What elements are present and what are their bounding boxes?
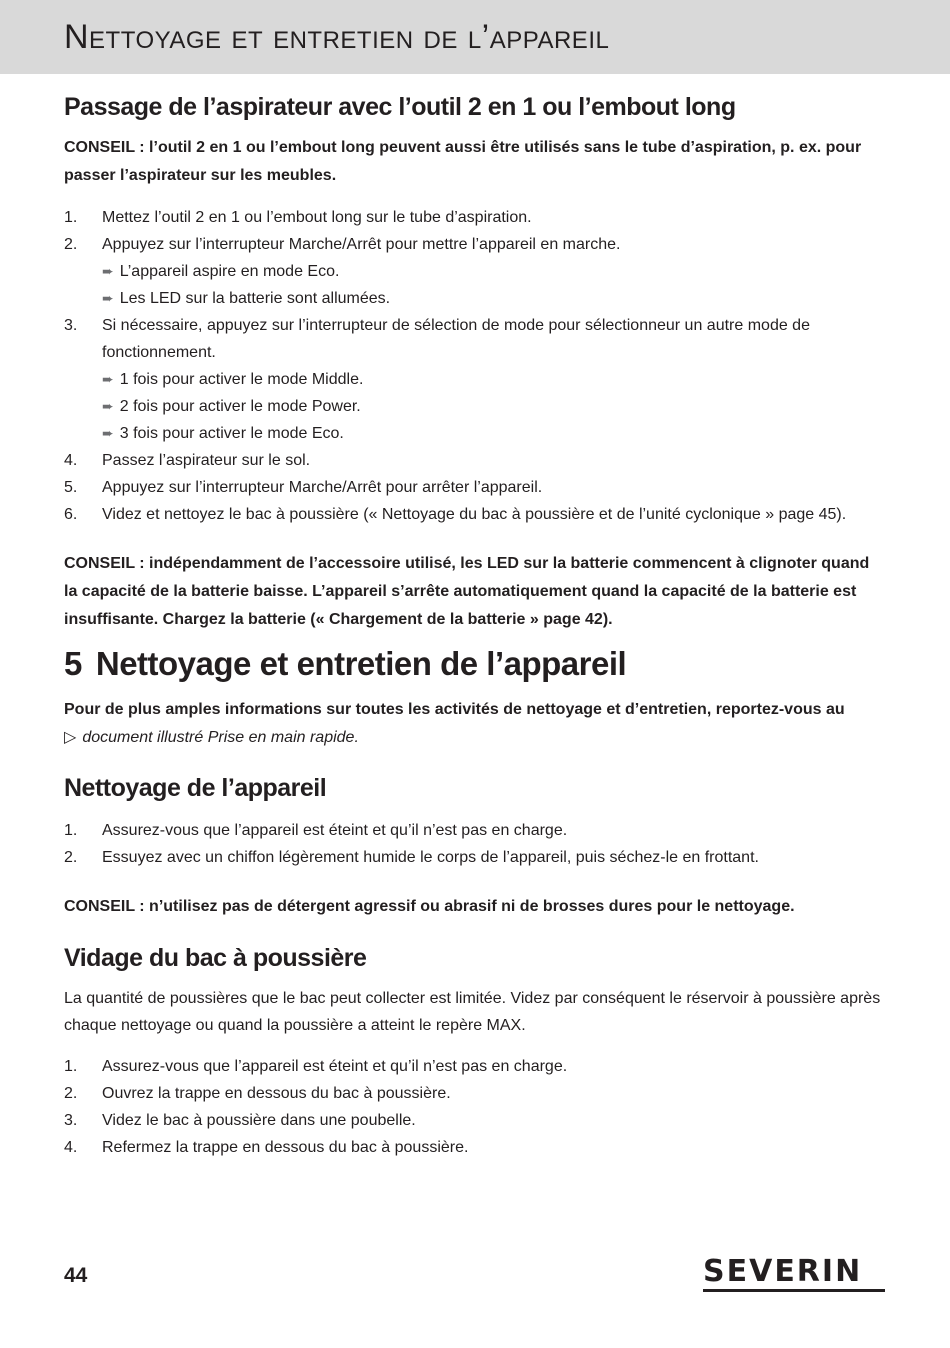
result-text: 1 fois pour activer le mode Middle. (119, 371, 364, 388)
steps-list-dust-bin (64, 1053, 884, 1161)
step-number: 3. (64, 317, 78, 334)
step-number: 5. (64, 479, 78, 496)
section-title-cleaning: Nettoyage de l’appareil (64, 773, 327, 802)
step-number: 3. (64, 1111, 78, 1129)
step-number: 1. (64, 1057, 78, 1075)
tip-no-detergent: CONSEIL : n’utilisez pas de détergent agressif ou abrasif ni de brosses dures pour le nettoyage. (64, 897, 795, 915)
page-content (64, 92, 884, 1161)
list-item (64, 474, 884, 501)
reference-arrow-icon: ▷ (64, 728, 77, 746)
step-text: Appuyez sur l’interrupteur Marche/Arrêt pour mettre l’appareil en marche. (102, 236, 621, 253)
step-text: Si nécessaire, appuyez sur l’interrupteur de sélection de mode pour sélectionneur un autre mode de fonctionnement. (102, 317, 810, 361)
step-number: 1. (64, 209, 78, 226)
quick-start-reference (64, 724, 884, 751)
dust-bin-intro: La quantité de poussières que le bac peut collecter est limitée. Videz par conséquent le réservoir à poussière après chaque nettoyage ou quand la poussière a atteint le repère MAX. (64, 989, 881, 1034)
section-title-dust-bin: Vidage du bac à poussière (64, 943, 367, 972)
step-text: Videz et nettoyez le bac à poussière (« Nettoyage du bac à poussière et de l’unité cyclonique » page 45). (102, 506, 847, 523)
result-arrow-icon: ➨ (102, 290, 114, 306)
chapter-number: 5 (64, 645, 82, 682)
step-text: Essuyez avec un chiffon légèrement humide le corps de l’appareil, puis séchez-le en frottant. (102, 848, 759, 866)
page-number: 44 (64, 1264, 88, 1287)
list-item (64, 844, 884, 871)
result-item (102, 366, 884, 393)
step-number: 4. (64, 452, 78, 469)
step-text: Videz le bac à poussière dans une poubelle. (102, 1111, 416, 1129)
result-arrow-icon: ➨ (102, 425, 114, 441)
result-text: L’appareil aspire en mode Eco. (119, 263, 340, 280)
result-item (102, 393, 884, 420)
steps-list-vacuum (64, 204, 884, 528)
result-arrow-icon: ➨ (102, 263, 114, 279)
running-header-title: Nettoyage et entretien de l’appareil (64, 18, 610, 56)
result-item (102, 258, 884, 285)
list-item (64, 204, 884, 231)
step-text: Appuyez sur l’interrupteur Marche/Arrêt pour arrêter l’appareil. (102, 479, 543, 496)
list-item (64, 817, 884, 844)
chapter-title (64, 644, 884, 684)
step-text: Passez l’aspirateur sur le sol. (102, 452, 311, 469)
result-arrow-icon: ➨ (102, 371, 114, 387)
list-item (64, 312, 884, 447)
list-item (64, 447, 884, 474)
result-list (102, 366, 884, 447)
step-text: Assurez-vous que l’appareil est éteint et qu’il n’est pas en charge. (102, 821, 568, 839)
step-number: 2. (64, 236, 78, 253)
result-text: Les LED sur la batterie sont allumées. (119, 290, 391, 307)
result-text: 3 fois pour activer le mode Eco. (119, 425, 344, 442)
header-band (0, 0, 950, 74)
list-item (64, 231, 884, 312)
step-number: 2. (64, 848, 78, 866)
step-text: Ouvrez la trappe en dessous du bac à poussière. (102, 1084, 451, 1102)
steps-list-cleaning (64, 817, 884, 871)
step-text: Mettez l’outil 2 en 1 ou l’embout long sur le tube d’aspiration. (102, 209, 532, 226)
list-item (64, 501, 884, 528)
severin-logo (703, 1254, 885, 1293)
chapter-title-text: Nettoyage et entretien de l’appareil (95, 645, 627, 682)
list-item (64, 1134, 884, 1161)
step-text: Refermez la trappe en dessous du bac à poussière. (102, 1138, 469, 1156)
step-number: 4. (64, 1138, 78, 1156)
chapter-intro: Pour de plus amples informations sur toutes les activités de nettoyage et d’entretien, reportez-vous au (64, 700, 845, 718)
step-number: 6. (64, 506, 78, 523)
result-item (102, 420, 884, 447)
result-list (102, 258, 884, 312)
list-item (64, 1080, 884, 1107)
logo-underline (703, 1289, 885, 1292)
result-item (102, 285, 884, 312)
result-text: 2 fois pour activer le mode Power. (119, 398, 361, 415)
tip-battery-led: CONSEIL : indépendamment de l’accessoire utilisé, les LED sur la batterie commencent à clignoter quand la capacité de la batterie baisse. L’appareil s’arrête automatiquement quand la capacité de la batterie est insuffisante. Chargez la batterie (« Chargement de la batterie » page 42). (64, 555, 870, 628)
reference-text: document illustré Prise en main rapide. (82, 728, 359, 746)
result-arrow-icon: ➨ (102, 398, 114, 414)
list-item (64, 1107, 884, 1134)
step-number: 1. (64, 821, 78, 839)
section-title-vacuum-tool: Passage de l’aspirateur avec l’outil 2 en 1 ou l’embout long (64, 93, 736, 121)
step-text: Assurez-vous que l’appareil est éteint et qu’il n’est pas en charge. (102, 1057, 568, 1075)
step-number: 2. (64, 1084, 78, 1102)
brand-name: SEVERIN (703, 1254, 863, 1289)
list-item (64, 1053, 884, 1080)
tip-tool-without-tube: CONSEIL : l’outil 2 en 1 ou l’embout long peuvent aussi être utilisés sans le tube d’aspiration, p. ex. pour passer l’aspirateur sur les meubles. (64, 139, 862, 184)
